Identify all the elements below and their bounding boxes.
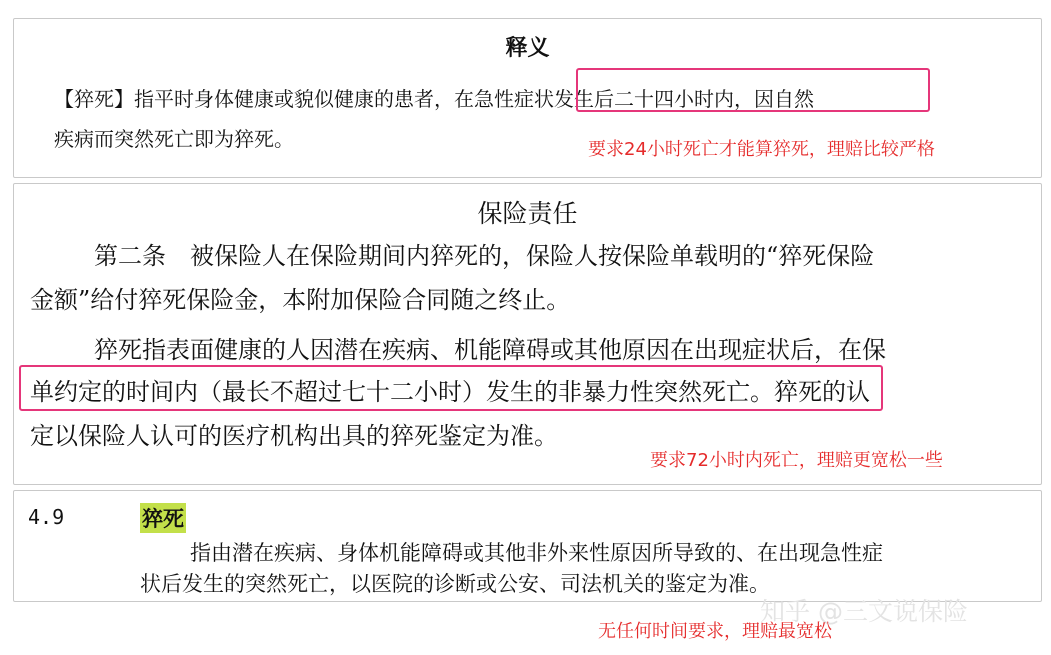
zhihu-watermark: 知乎 @三文说保险 [760,597,968,626]
liability-text-line: 定以保险人认可的医疗机构出具的猝死鉴定为准。 [30,422,558,450]
liability-text-line: 第二条 被保险人在保险期间内猝死的，保险人按保险单载明的“猝死保险 [94,242,875,270]
liability-text-line: 猝死指表面健康的人因潜在疾病、机能障碍或其他原因在出现症状后，在保 [94,336,886,364]
definition-text-line: 疾病而突然死亡即为猝死。 [54,127,294,151]
clause-number: 4.9 [28,505,65,529]
clause-text-line: 状后发生的突然死亡，以医院的诊断或公安、司法机关的鉴定为准。 [140,572,770,596]
liability-panel [13,183,1042,485]
definition-title: 释义 [505,35,550,61]
liability-text-line: 单约定的时间内（最长不超过七十二小时）发生的非暴力性突然死亡。猝死的认 [30,378,870,406]
annotation-24h: 要求24小时死亡才能算猝死，理赔比较严格 [588,139,935,160]
definition-text-line: 【猝死】指平时身体健康或貌似健康的患者，在急性症状发生后二十四小时内，因自然 [54,87,814,111]
annotation-72h: 要求72小时内死亡，理赔更宽松一些 [650,450,943,471]
liability-text-line: 金额”给付猝死保险金，本附加保险合同随之终止。 [30,286,571,314]
clause-text-line: 指由潜在疾病、身体机能障碍或其他非外来性原因所导致的、在出现急性症 [190,541,883,565]
liability-title: 保险责任 [477,199,578,228]
clause-term: 猝死 [140,503,186,533]
annotation-no-time-limit: 无任何时间要求，理赔最宽松 [598,621,832,642]
definition-panel [13,18,1042,178]
clause-panel [13,490,1042,602]
